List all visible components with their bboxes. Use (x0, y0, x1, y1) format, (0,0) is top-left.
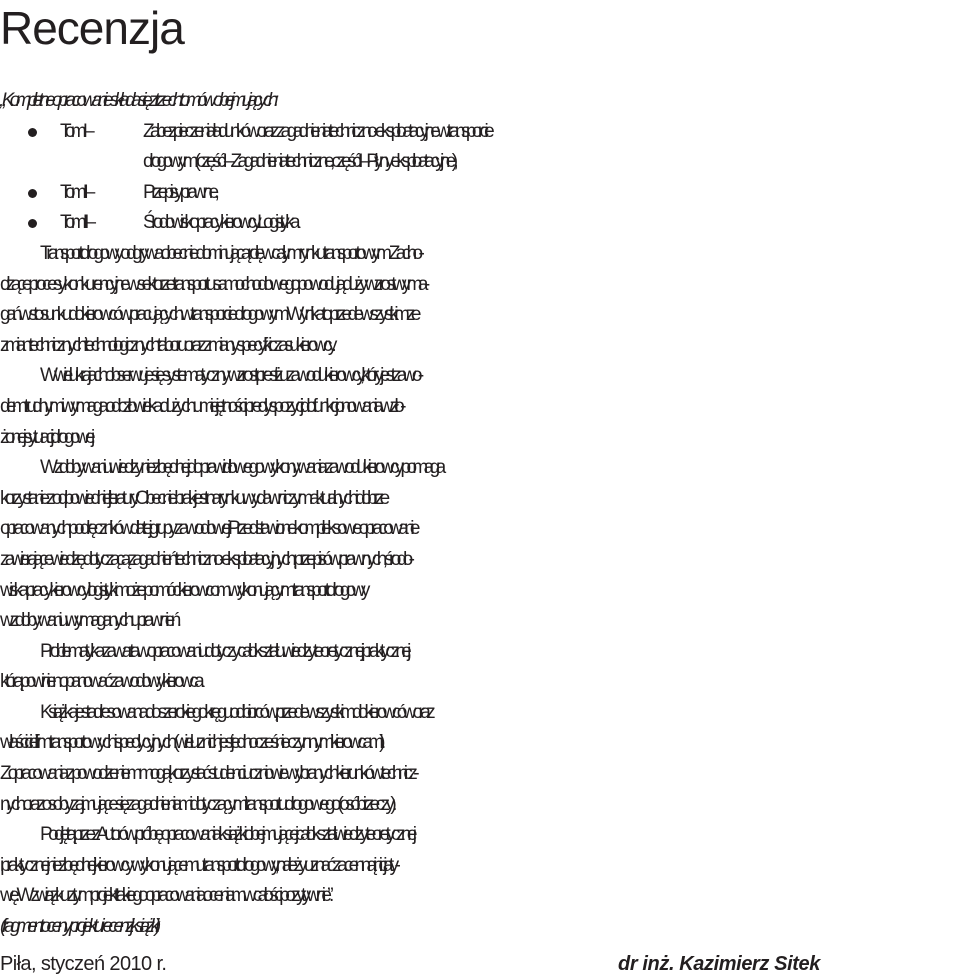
paragraph-1 (0, 239, 960, 361)
volume-item-1 (0, 117, 960, 148)
review-body (0, 86, 960, 943)
text-line: zmian technicznych i technologicznych taboru oraz zmiany specyfiki czasu kierowcy. (0, 334, 333, 356)
place-date: Piła, styczeń 2010 r. (0, 953, 167, 975)
text-line: którą powinien opanować zawodowy kierowca. (0, 671, 201, 693)
text-line: dem trudnym i wymaga od człowieka dużych umiejętności i predyspozycji do funkcjonowania w zło- (0, 395, 402, 417)
footnote: (fragment oceny projektu i recenzji książki) (0, 916, 157, 938)
text-line: Książka jest adresowana do szerokiego kręgu odbiorców, przede wszystkim do kierowców oraz (40, 701, 432, 723)
text-line: W wielu krajach obserwuje się systematyczny wzrost prestiżu zawodu kierowcy, który jest zawo- (40, 365, 420, 387)
volume-title: Przepisy prawne, (143, 181, 216, 203)
author-name: dr inż. Kazimierz Sitek (618, 953, 820, 975)
paragraph-2 (0, 361, 960, 453)
signature-row (0, 949, 820, 979)
text-line: zawierające wiedzę dotyczącą zagadnień techniczno-eksploatacyjnych, przepisów prawnych, środo- (0, 548, 411, 570)
volume-label: Tom I – (60, 120, 91, 142)
text-line: nych oraz osoby zajmujące się zagadnieniami dotyczącymi transportu drogowego (osób i rzeczy). (0, 793, 393, 815)
text-line: Z opracowania z powodzeniem mogą korzystać studenci i uczniowie wybranych kierunków technicz- (0, 763, 415, 785)
volume-item-1-continuation: drogowym (część I – Zagadnienia techniczne, część II – Płyny eksploatacyjne), (143, 151, 455, 173)
volume-list (0, 117, 960, 239)
paragraph-4 (0, 637, 960, 698)
text-line: i praktycznej niezbędnej kierowcy wykonującemu transport drogowy, należy uznać za cenną inicjaty- (0, 854, 397, 876)
text-line: korzystanie z odpowiedniej literatury. Obecnie brak jest na rynku wydawniczym aktualnych i dobrze (0, 487, 386, 509)
text-line: właścicieli firm transportowych i spedycyjnych (wielu z nich jest jednocześnie czynnymi kierowcami). (0, 732, 382, 754)
paragraph-3 (0, 453, 960, 637)
volume-title: Zabezpieczenia ładunków oraz zagadnienia techniczno-eksploatacyjne w transporcie (143, 120, 491, 142)
bullet-icon (28, 189, 37, 198)
text-line: W zdobywaniu wiedzy niezbędnej do prawidłowego wykonywania zawodu kierowcy pomaga (40, 457, 442, 479)
bullet-icon (28, 128, 37, 137)
text-line: Podjętą przez Autorów próbę opracowania książki obejmującej całokształt wiedzy teoretycznej (40, 824, 413, 846)
text-line: dzące procesy konkurencyjne w sektorze transportu samochodowego powodują duży wzrost wyma- (0, 273, 426, 295)
volume-label: Tom III – (60, 212, 92, 234)
volume-item-3 (0, 208, 960, 239)
text-line: opracowanych podręczników dla tej grupy zawodowej. Przedstawione kompleksowe opracowanie (0, 518, 416, 540)
volume-title: Środowisko pracy kierowcy. Logistyka. (143, 212, 297, 234)
text-line: wę. W związku z tym projekt takiego opracowania oceniam w całości pozytywnie”. (0, 885, 330, 907)
text-line: Transport drogowy odgrywa obecnie dominującą rolę w całym rynku transportowym. Zacho- (40, 242, 421, 264)
paragraph-5 (0, 698, 960, 820)
page-title: Recenzja (0, 2, 184, 54)
paragraph-6 (0, 820, 960, 912)
intro-line: „Kompletne opracowanie składa się z trzech tomów obejmujących: (0, 90, 275, 111)
text-line: gań w stosunku do kierowców pracujących w transporcie drogowym. Wynika to przede wszystkim ze (0, 304, 417, 326)
volume-item-2 (0, 178, 960, 209)
text-line: Problematyka zawarta w opracowaniu dotyczy całokształtu wiedzy teoretycznej i praktycznej, (40, 640, 408, 662)
volume-label: Tom II – (60, 181, 91, 203)
text-line: w zdobywaniu wymaganych uprawnień. (0, 610, 178, 632)
text-line: żonej sytuacji drogowej. (0, 426, 92, 448)
text-line: wiska pracy kierowcy i logistyki może pomóc kierowcom wykonującym transport drogowy (0, 579, 366, 601)
